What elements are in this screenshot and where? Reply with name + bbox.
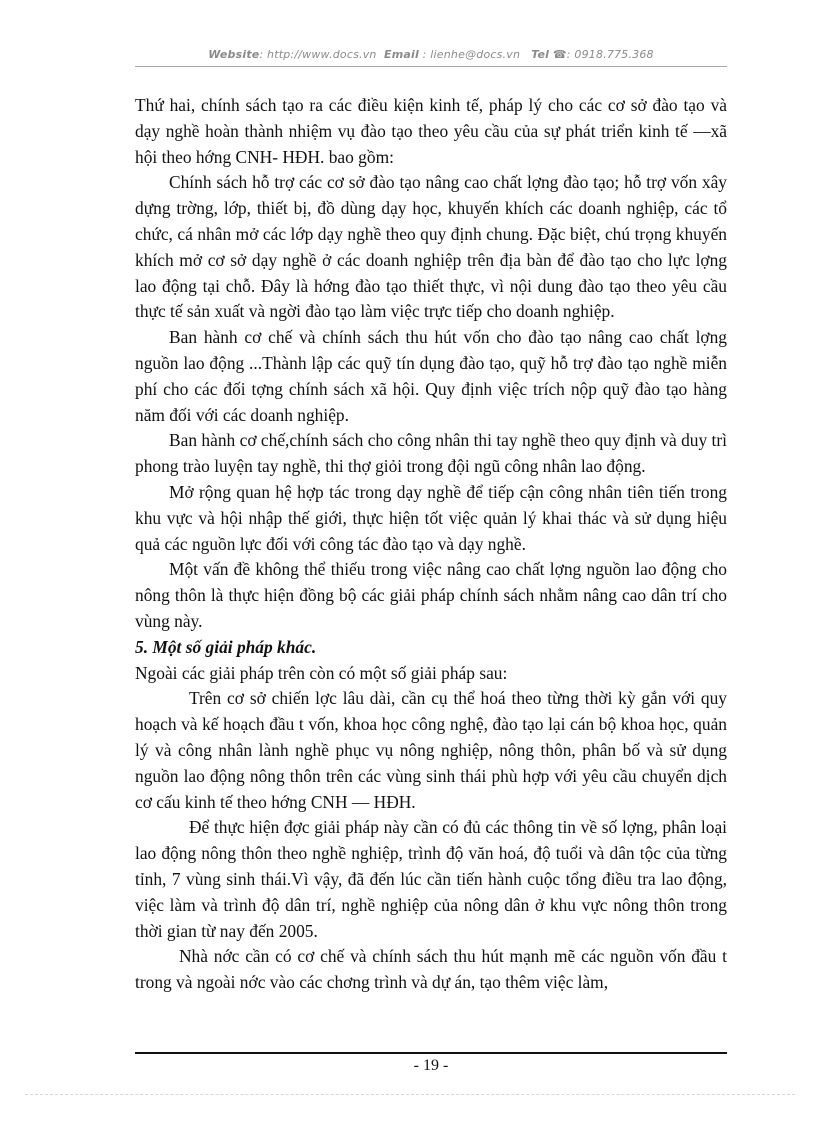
phone-icon: ☎ — [552, 48, 567, 61]
paragraph: Một vấn đề không thể thiếu trong việc nâng cao chất lợng nguồn lao động cho nông thôn là thực hiện đồng bộ các giải pháp chính sách nhằm nâng cao dân trí cho vùng này. — [135, 559, 727, 631]
paragraph: Ngoài các giải pháp trên còn có một số giải pháp sau: — [135, 662, 508, 683]
paragraph: Mở rộng quan hệ hợp tác trong dạy nghề để tiếp cận công nhân tiên tiến trong khu vực và hội nhập thế giới, thực hiện tốt việc quản lý khai thác và sử dụng hiệu quả các nguồn lực đối với công tác đào tạo và dạy nghề. — [135, 481, 727, 554]
page-number: - 19 - — [413, 1057, 449, 1074]
section-heading: 5. Một số giải pháp khác. — [135, 636, 317, 657]
website-value: : http://www.docs.vn — [259, 48, 377, 61]
page-header — [135, 48, 727, 61]
footer-divider — [135, 1052, 727, 1054]
paragraph: Nhà nớc cần có cơ chế và chính sách thu hút mạnh mẽ các nguồn vốn đầu t trong và ngoài nớc vào các chơng trình và dự án, tạo thêm việc làm, — [135, 946, 727, 993]
tel-value: : 0918.775.368 — [566, 48, 654, 61]
paragraph: Thứ hai, chính sách tạo ra các điều kiện kinh tế, pháp lý cho các cơ sở đào tạo và dạy nghề hoàn thành nhiệm vụ đào tạo theo yêu cầu của sự phát triển kinh tế —xã hội theo hớng CNH- HĐH. bao gồm: — [135, 95, 727, 167]
tel-label: Tel — [531, 48, 550, 61]
paragraph: Chính sách hỗ trợ các cơ sở đào tạo nâng cao chất lợng đào tạo; hỗ trợ vốn xây dựng trờng, lớp, thiết bị, đồ dùng dạy học, khuyến khích các doanh nghiệp, các tổ chức, cá nhân mở các lớp dạy nghề theo quy định chung. Đặc biệt, chú trọng khuyến khích mở cơ sở dạy nghề ở các doanh nghiệp trên địa bàn để đào tạo cho lực lợng lao động tại chỗ. Đây là hớng đào tạo thiết thực, vì nội dung đào tạo theo yêu cầu thực tế sản xuất và ngời đào tạo làm việc trực tiếp cho doanh nghiệp. — [135, 172, 727, 322]
paragraph: Ban hành cơ chế và chính sách thu hút vốn cho đào tạo nâng cao chất lợng nguồn lao động ...Thành lập các quỹ tín dụng đào tạo, quỹ hỗ trợ đào tạo nghề miễn phí cho các đối tợng chính sách xã hội. Quy định việc trích nộp quỹ đào tạo hàng năm đối với các doanh nghiệp. — [135, 327, 727, 425]
paragraph: Ban hành cơ chế,chính sách cho công nhân thi tay nghề theo quy định và duy trì phong trào luyện tay nghề, thi thợ giỏi trong đội ngũ công nhân lao động. — [135, 430, 727, 477]
paragraph: Để thực hiện đợc giải pháp này cần có đủ các thông tin về số lợng, phân loại lao động nông thôn theo nghề nghiệp, trình độ văn hoá, độ tuổi và dân tộc của từng tỉnh, 7 vùng sinh thái.Vì vậy, đã đến lúc cần tiến hành cuộc tổng điều tra lao động, việc làm và trình độ dân trí, nghề nghiệp của nông dân ở khu vực nông thôn trong thời gian từ nay đến 2005. — [135, 817, 727, 941]
paragraph: Trên cơ sở chiến lợc lâu dài, cần cụ thể hoá theo từng thời kỳ gắn với quy hoạch và kế hoạch đầu t vốn, khoa học công nghệ, đào tạo lại cán bộ khoa học, quản lý và công nhân lành nghề phục vụ nông nghiệp, nông thôn, phân bố và sử dụng nguồn lao động nông thôn trên các vùng sinh thái phù hợp với yêu cầu chuyển dịch cơ cấu kinh tế theo hớng CNH — HĐH. — [135, 688, 727, 812]
website-label: Website — [208, 48, 260, 61]
page-edge-divider — [25, 1094, 795, 1095]
email-label: Email — [384, 48, 419, 61]
document-body — [135, 93, 727, 996]
header-divider — [135, 66, 727, 67]
email-value: : lienhe@docs.vn — [422, 48, 521, 61]
